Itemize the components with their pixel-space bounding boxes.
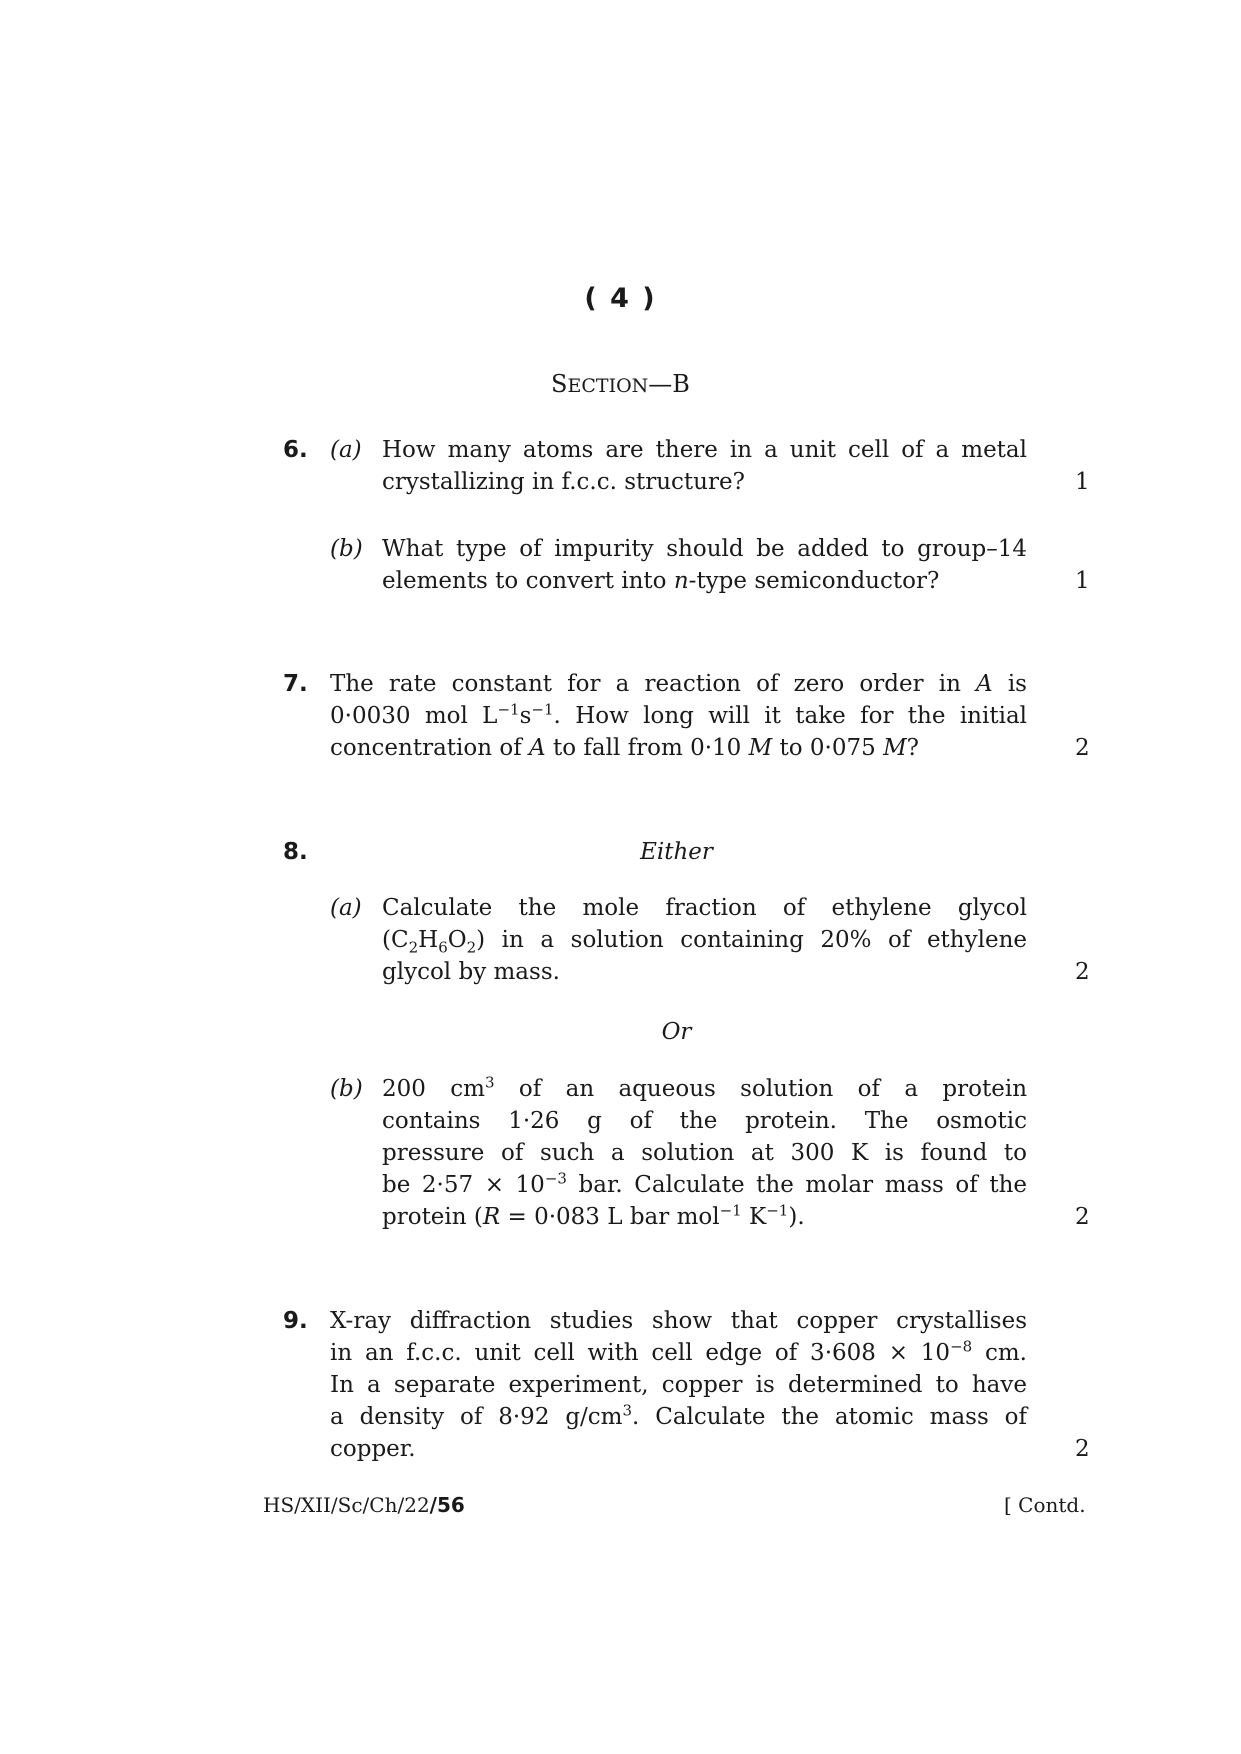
paper-code: HS/XII/Sc/Ch/22/56 [263,1493,465,1517]
q9-line2: in an f.c.c. unit cell with cell edge of $3\cdot 608 \times 10^{-8}$ cm. [330,1337,1027,1366]
q9-line1: X-ray diffraction studies show that copper crystallises [330,1308,1027,1334]
continued-label: [ Contd. [1004,1493,1086,1517]
q8-a-line3: glycol by mass. [382,959,560,985]
question-number-8: 8. [283,839,308,865]
q8-b-line2: contains 1·26 g of the protein. The osmotic [382,1108,1027,1134]
or-label: Or [661,1019,692,1045]
q7-line1: The rate constant for a reaction of zero order in A is [330,671,1027,697]
q6-b-line1: What type of impurity should be added to group–14 [382,536,1027,562]
q9-line3: In a separate experiment, copper is determined to have [330,1372,1027,1398]
q9-marks: 2 [1075,1436,1090,1462]
section-heading: SECTION—B [551,370,690,398]
q7-line3: concentration of A to fall from 0·10 M to 0·075 M? [330,735,919,761]
q6-b-line2: elements to convert into n-type semiconductor? [382,568,940,594]
q6-a-line1: How many atoms are there in a unit cell of a metal [382,437,1027,463]
q8-b-line5: protein (R = 0·083 L bar mol$^{-1}$ $K^{-1}$). [382,1201,805,1230]
q6-a-label: (a) [330,437,362,463]
q6-b-marks: 1 [1075,568,1090,594]
either-label: Either [640,839,713,865]
q8-b-line3: pressure of such a solution at 300 K is found to [382,1140,1027,1166]
question-number-7: 7. [283,671,308,697]
q7-marks: 2 [1075,735,1090,761]
q8-a-line2: $(C_2H_6O_2)$ in a solution containing 20% of ethylene [382,927,1027,957]
q6-a-marks: 1 [1075,469,1090,495]
q8-a-label: (a) [330,895,362,921]
q8-a-line1: Calculate the mole fraction of ethylene glycol [382,895,1027,921]
q8-b-label: (b) [330,1076,363,1102]
q8-a-marks: 2 [1075,959,1090,985]
q9-line5: copper. [330,1436,416,1462]
q7-line2: 0·0030 mol $L^{-1}s^{-1}$. How long will it take for the initial [330,700,1028,729]
page-number: ( 4 ) [584,283,657,314]
q6-b-label: (b) [330,536,363,562]
q8-b-line1: 200 $cm^3$ of an aqueous solution of a protein [382,1073,1028,1102]
q6-a-line2: crystallizing in f.c.c. structure? [382,469,745,495]
q9-line4: a density of 8·92 $g/cm^3$. Calculate the atomic mass of [330,1401,1027,1430]
question-number-9: 9. [283,1308,308,1334]
q8-b-line4: be $2\cdot 57 \times 10^{-3}$ bar. Calculate the molar mass of the [382,1169,1027,1198]
question-number-6: 6. [283,437,308,463]
q8-b-marks: 2 [1075,1204,1090,1230]
